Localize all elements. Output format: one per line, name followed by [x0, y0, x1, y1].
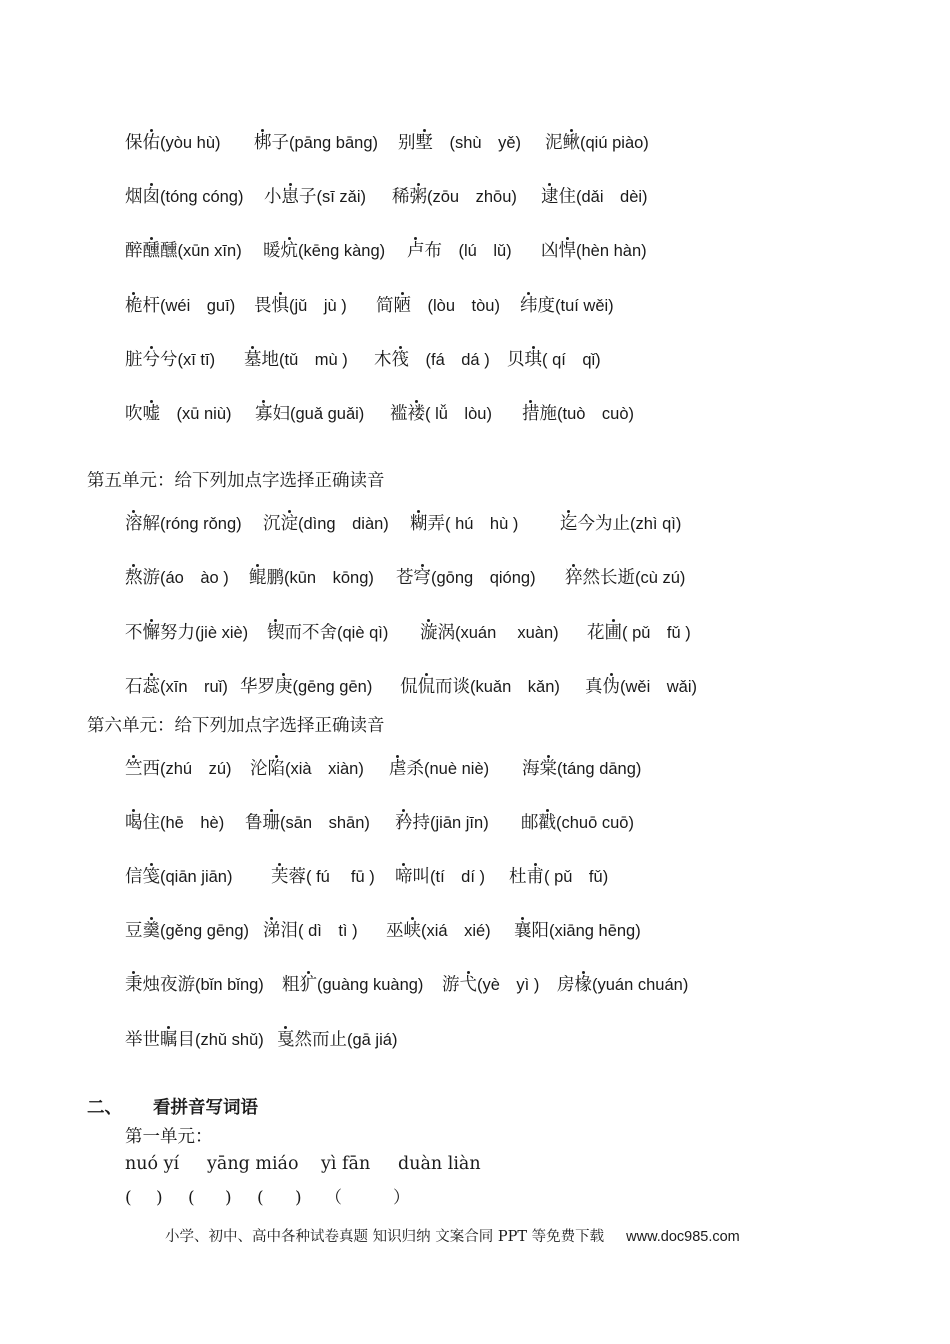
emphasis-dot — [414, 237, 417, 240]
pinyin-options: (zhì qì) — [630, 515, 682, 533]
pronunciation-item — [509, 862, 608, 892]
pronunciation-item — [522, 399, 634, 429]
pinyin-options: (róng rǒng) — [160, 515, 242, 533]
emphasis-dot — [284, 1026, 287, 1029]
word: 豆羹 — [125, 921, 160, 941]
word: 涕泪 — [263, 921, 298, 941]
pronunciation-item — [125, 291, 235, 321]
word: 桅杆 — [125, 296, 160, 316]
section-title: 看拼音写词语 — [153, 1098, 258, 1118]
emphasis-dot — [279, 292, 282, 295]
word: 畏惧 — [254, 296, 289, 316]
word: 信笺 — [125, 867, 160, 887]
word: 逮住 — [541, 187, 576, 207]
section-number: 二、 — [87, 1098, 122, 1118]
pronunciation-item — [264, 182, 366, 212]
pronunciation-item — [263, 509, 389, 539]
blank-paren: ) — [295, 1188, 302, 1208]
pronunciation-item — [125, 618, 248, 648]
pronunciation-item — [125, 128, 221, 158]
pinyin-options: (jiè xiè) — [195, 624, 249, 642]
pronunciation-item — [125, 509, 242, 539]
emphasis-dot — [270, 809, 273, 812]
pinyin-options: (xiāng hēng) — [549, 922, 641, 940]
pinyin-options: (nuè niè) — [424, 760, 490, 778]
word: 啼叫 — [395, 867, 430, 887]
word: 巫峡 — [386, 921, 421, 941]
pronunciation-item — [125, 1025, 264, 1055]
emphasis-dot — [150, 237, 153, 240]
pinyin-options: (lú lǔ) — [442, 242, 512, 260]
pronunciation-item — [395, 862, 485, 892]
emphasis-dot — [582, 971, 585, 974]
word: 邮戳 — [521, 813, 556, 833]
word: 海棠 — [522, 759, 557, 779]
pinyin-options: (wěi wǎi) — [620, 678, 698, 696]
pinyin-options: ( qí qǐ) — [542, 351, 601, 369]
emphasis-dot — [150, 673, 153, 676]
pronunciation-item — [255, 399, 364, 429]
emphasis-dot — [610, 673, 613, 676]
pinyin-options: (cù zú) — [635, 569, 686, 587]
pronunciation-item — [254, 128, 378, 158]
pronunciation-item — [244, 345, 348, 375]
pinyin-options: (xūn xīn) — [177, 242, 242, 260]
word: 稀粥 — [392, 187, 427, 207]
pinyin-options: (zhú zú) — [160, 760, 232, 778]
pronunciation-item — [125, 862, 232, 892]
pronunciation-item — [376, 291, 500, 321]
emphasis-dot — [150, 183, 153, 186]
emphasis-dot — [150, 129, 153, 132]
emphasis-dot — [529, 400, 532, 403]
emphasis-dot — [396, 755, 399, 758]
pronunciation-item — [271, 862, 375, 892]
emphasis-dot — [546, 809, 549, 812]
pronunciation-item — [374, 345, 490, 375]
emphasis-dot — [612, 619, 615, 622]
emphasis-dot — [427, 619, 430, 622]
pronunciation-item — [507, 345, 601, 375]
pronunciation-item — [522, 754, 641, 784]
word: 墓地 — [244, 350, 279, 370]
pinyin-options: (yòu hù) — [160, 134, 221, 152]
pinyin-options: (shù yě) — [433, 134, 522, 152]
section-two-heading — [87, 1094, 258, 1122]
emphasis-dot — [278, 863, 281, 866]
word: 烟囱 — [125, 187, 160, 207]
pronunciation-item — [541, 182, 648, 212]
pinyin-options: (wéi guī) — [160, 297, 236, 315]
word: 杜甫 — [509, 867, 544, 887]
emphasis-dot — [288, 510, 291, 513]
pinyin-options: ( dì tì ) — [298, 922, 358, 940]
pinyin-options: (táng dāng) — [557, 760, 642, 778]
emphasis-dot — [421, 564, 424, 567]
emphasis-dot — [132, 809, 135, 812]
emphasis-dot — [150, 619, 153, 622]
pronunciation-item — [263, 236, 385, 266]
pronunciation-item — [125, 970, 264, 1000]
word: 简陋 — [376, 296, 411, 316]
blank-paren: ) — [225, 1188, 232, 1208]
pronunciation-item — [386, 916, 491, 946]
word: 措施 — [522, 404, 557, 424]
pinyin-options: (gěng gēng) — [160, 922, 249, 940]
pinyin-options: (guǎ guǎi) — [290, 405, 365, 423]
page-footer — [165, 1224, 740, 1250]
word: 沉淀 — [263, 514, 298, 534]
pinyin-options: (kuǎn kǎn) — [470, 678, 560, 696]
word: 暖炕 — [263, 241, 298, 261]
footer-site-link[interactable]: www.doc985.com — [626, 1229, 740, 1245]
pinyin-options: ( pǔ fǔ) — [544, 868, 609, 886]
pronunciation-item — [250, 754, 364, 784]
word: 花圃 — [587, 623, 622, 643]
word: 醉醺醺 — [125, 241, 178, 261]
pinyin-options: (xuán xuàn) — [455, 624, 559, 642]
blank-paren: ) — [156, 1188, 163, 1208]
word: 锲而不舍 — [267, 623, 337, 643]
word: 吹嘘 — [125, 404, 160, 424]
pronunciation-item — [389, 754, 489, 784]
emphasis-dot — [261, 129, 264, 132]
word: 虐杀 — [389, 759, 424, 779]
emphasis-dot — [534, 863, 537, 866]
pronunciation-item — [565, 563, 685, 593]
pronunciation-item — [410, 509, 518, 539]
pronunciation-item — [587, 618, 691, 648]
emphasis-dot — [167, 1026, 170, 1029]
emphasis-dot — [467, 971, 470, 974]
emphasis-dot — [417, 183, 420, 186]
word: 粗犷 — [282, 975, 317, 995]
pronunciation-item — [125, 345, 215, 375]
pinyin-options: (bǐn bǐng) — [195, 976, 264, 994]
pinyin-options: (lòu tòu) — [411, 297, 500, 315]
pronunciation-item — [395, 808, 489, 838]
pronunciation-item — [545, 128, 649, 158]
word: 寡妇 — [255, 404, 290, 424]
emphasis-dot — [399, 346, 402, 349]
word: 芙蓉 — [271, 867, 306, 887]
pronunciation-item — [400, 672, 560, 702]
word: 漩涡 — [420, 623, 455, 643]
pinyin-options: (jiān jīn) — [430, 814, 489, 832]
emphasis-dot — [132, 292, 135, 295]
pinyin-options: (xī tī) — [177, 351, 216, 369]
pinyin-options: ( fú fū ) — [306, 868, 375, 886]
pronunciation-item — [125, 182, 243, 212]
pronunciation-item — [557, 970, 688, 1000]
emphasis-dot — [150, 400, 153, 403]
emphasis-dot — [256, 564, 259, 567]
blank-paren: （ — [325, 1188, 342, 1208]
pinyin-options: (dǎi dèi) — [576, 188, 648, 206]
pinyin-options: (qiè qì) — [337, 624, 389, 642]
pinyin-options: (dìng diàn) — [298, 515, 389, 533]
pinyin-options: (xīn ruǐ) — [160, 678, 228, 696]
pinyin-options: (pāng bāng) — [289, 134, 378, 152]
pinyin-options: (tuí wěi) — [555, 297, 614, 315]
pronunciation-item — [514, 916, 641, 946]
emphasis-dot — [521, 917, 524, 920]
pinyin-options: (yuán chuán) — [592, 976, 689, 994]
pinyin-options: (sān shān) — [280, 814, 370, 832]
word: 梆子 — [254, 133, 289, 153]
emphasis-dot — [548, 183, 551, 186]
pronunciation-item — [420, 618, 559, 648]
pinyin-options: ( lǚ lòu) — [425, 405, 492, 423]
pronunciation-item — [521, 808, 634, 838]
pinyin-options: (tí dí ) — [430, 868, 486, 886]
pinyin-options: (xià xiàn) — [285, 760, 364, 778]
pinyin-options: (chuō cuō) — [556, 814, 634, 832]
word: 竺西 — [125, 759, 160, 779]
pronunciation-item — [396, 563, 536, 593]
emphasis-dot — [288, 237, 291, 240]
emphasis-dot — [570, 129, 573, 132]
emphasis-dot — [132, 510, 135, 513]
pinyin-options: (yè yì ) — [477, 976, 540, 994]
emphasis-dot — [423, 129, 426, 132]
word: 举世瞩目 — [125, 1030, 195, 1050]
word: 熬游 — [125, 568, 160, 588]
emphasis-dot — [402, 863, 405, 866]
pinyin-options: (zhǔ shǔ) — [195, 1031, 264, 1049]
emphasis-dot — [527, 292, 530, 295]
unit6-heading: 第六单元：给下列加点字选择正确读音 — [87, 716, 385, 736]
pinyin-options: (zōu zhōu) — [427, 188, 517, 206]
pronunciation-item — [254, 291, 347, 321]
emphasis-dot — [401, 292, 404, 295]
pinyin-options: (tuò cuò) — [557, 405, 635, 423]
emphasis-dot — [274, 619, 277, 622]
pronunciation-item — [249, 563, 374, 593]
pronunciation-item — [125, 808, 224, 838]
footer-text: 小学、初中、高中各种试卷真题 知识归纳 文案合同 PPT 等免费下载 — [165, 1229, 605, 1245]
word: 褴褛 — [390, 404, 425, 424]
pinyin-options: (kēng kàng) — [298, 242, 386, 260]
pinyin-options: (xiá xié) — [421, 922, 491, 940]
word: 戛然而止 — [277, 1030, 347, 1050]
emphasis-dot — [132, 755, 135, 758]
word: 溶解 — [125, 514, 160, 534]
word: 游弋 — [442, 975, 477, 995]
emphasis-dot — [307, 971, 310, 974]
pinyin-options: (gēng gēn) — [292, 678, 373, 696]
pronunciation-item — [398, 128, 521, 158]
emphasis-dot — [150, 346, 153, 349]
pinyin-options: (kūn kōng) — [284, 569, 374, 587]
pinyin-options: (hē hè) — [160, 814, 225, 832]
word: 脏兮兮 — [125, 350, 178, 370]
pronunciation-item — [541, 236, 647, 266]
word: 矜持 — [395, 813, 430, 833]
blank-paren: ( — [188, 1188, 195, 1208]
word: 别墅 — [398, 133, 433, 153]
emphasis-dot — [270, 917, 273, 920]
blank-paren: ( — [125, 1188, 132, 1208]
emphasis-dot — [532, 346, 535, 349]
word: 保佑 — [125, 133, 160, 153]
emphasis-dot — [289, 183, 292, 186]
pronunciation-item — [125, 754, 232, 784]
pinyin-options: ( pǔ fǔ ) — [622, 624, 691, 642]
emphasis-dot — [262, 400, 265, 403]
word: 凶悍 — [541, 241, 576, 261]
pronunciation-item — [245, 808, 370, 838]
pronunciation-item — [125, 399, 232, 429]
pinyin-options: (guàng kuàng) — [317, 976, 424, 994]
unit1-label: 第一单元： — [125, 1127, 213, 1147]
pinyin-options: (tǔ mù ) — [279, 351, 348, 369]
pinyin-prompt: duàn liàn — [398, 1154, 481, 1174]
word: 房椽 — [557, 975, 592, 995]
pinyin-options: (gā jiá) — [347, 1031, 398, 1049]
emphasis-dot — [132, 971, 135, 974]
pronunciation-item — [125, 672, 228, 702]
emphasis-dot — [572, 564, 575, 567]
pinyin-prompt: yì fān — [321, 1154, 371, 1174]
emphasis-dot — [566, 237, 569, 240]
pronunciation-item — [282, 970, 423, 1000]
pronunciation-item — [390, 399, 492, 429]
emphasis-dot — [425, 673, 428, 676]
pinyin-options: (qiú piào) — [580, 134, 649, 152]
pinyin-options: (hèn hàn) — [576, 242, 647, 260]
word: 木筏 — [374, 350, 409, 370]
pronunciation-item — [277, 1025, 397, 1055]
pronunciation-item — [240, 672, 372, 702]
emphasis-dot — [547, 755, 550, 758]
pronunciation-item — [392, 182, 517, 212]
pinyin-options: (qiān jiān) — [160, 868, 233, 886]
pronunciation-item — [407, 236, 512, 266]
pronunciation-item — [125, 563, 229, 593]
pronunciation-item — [442, 970, 539, 1000]
pinyin-options: (xū niù) — [160, 405, 232, 423]
emphasis-dot — [402, 809, 405, 812]
word: 卢布 — [407, 241, 442, 261]
pronunciation-item — [585, 672, 697, 702]
emphasis-dot — [251, 346, 254, 349]
pronunciation-item — [125, 236, 242, 266]
word: 小崽子 — [264, 187, 317, 207]
word: 喝住 — [125, 813, 160, 833]
pinyin-options: (fá dá ) — [409, 351, 490, 369]
word: 纬度 — [520, 296, 555, 316]
emphasis-dot — [275, 755, 278, 758]
word: 侃侃而谈 — [400, 677, 470, 697]
pinyin-options: (tóng cóng) — [160, 188, 244, 206]
unit5-heading: 第五单元：给下列加点字选择正确读音 — [87, 471, 385, 491]
pronunciation-item — [125, 916, 249, 946]
pronunciation-item — [263, 916, 358, 946]
emphasis-dot — [150, 863, 153, 866]
pronunciation-item — [560, 509, 681, 539]
emphasis-dot — [567, 510, 570, 513]
pronunciation-item — [520, 291, 614, 321]
word: 泥鳅 — [545, 133, 580, 153]
word: 真伪 — [585, 677, 620, 697]
word: 贝琪 — [507, 350, 542, 370]
word: 秉烛夜游 — [125, 975, 195, 995]
pinyin-options: (gōng qióng) — [431, 569, 536, 587]
word: 苍穹 — [396, 568, 431, 588]
word: 迄今为止 — [560, 514, 630, 534]
word: 襄阳 — [514, 921, 549, 941]
word: 猝然长逝 — [565, 568, 635, 588]
blank-paren: ( — [257, 1188, 264, 1208]
emphasis-dot — [411, 917, 414, 920]
pinyin-options: (áo ào ) — [160, 569, 229, 587]
pinyin-options: (sī zǎi) — [316, 188, 366, 206]
emphasis-dot — [415, 400, 418, 403]
word: 沦陷 — [250, 759, 285, 779]
emphasis-dot — [132, 564, 135, 567]
emphasis-dot — [150, 917, 153, 920]
blank-paren: ） — [393, 1188, 410, 1208]
emphasis-dot — [282, 673, 285, 676]
word: 石蕊 — [125, 677, 160, 697]
pinyin-prompt: yāng miáo — [207, 1154, 299, 1174]
pinyin-options: (jǔ jù ) — [289, 297, 347, 315]
word: 鲁珊 — [245, 813, 280, 833]
pinyin-prompt: nuó yí — [125, 1154, 180, 1174]
pronunciation-item — [267, 618, 388, 648]
word: 鲲鹏 — [249, 568, 284, 588]
emphasis-dot — [417, 510, 420, 513]
word: 华罗庚 — [240, 677, 293, 697]
word: 不懈努力 — [125, 623, 195, 643]
pinyin-options: ( hú hù ) — [445, 515, 519, 533]
word: 糊弄 — [410, 514, 445, 534]
